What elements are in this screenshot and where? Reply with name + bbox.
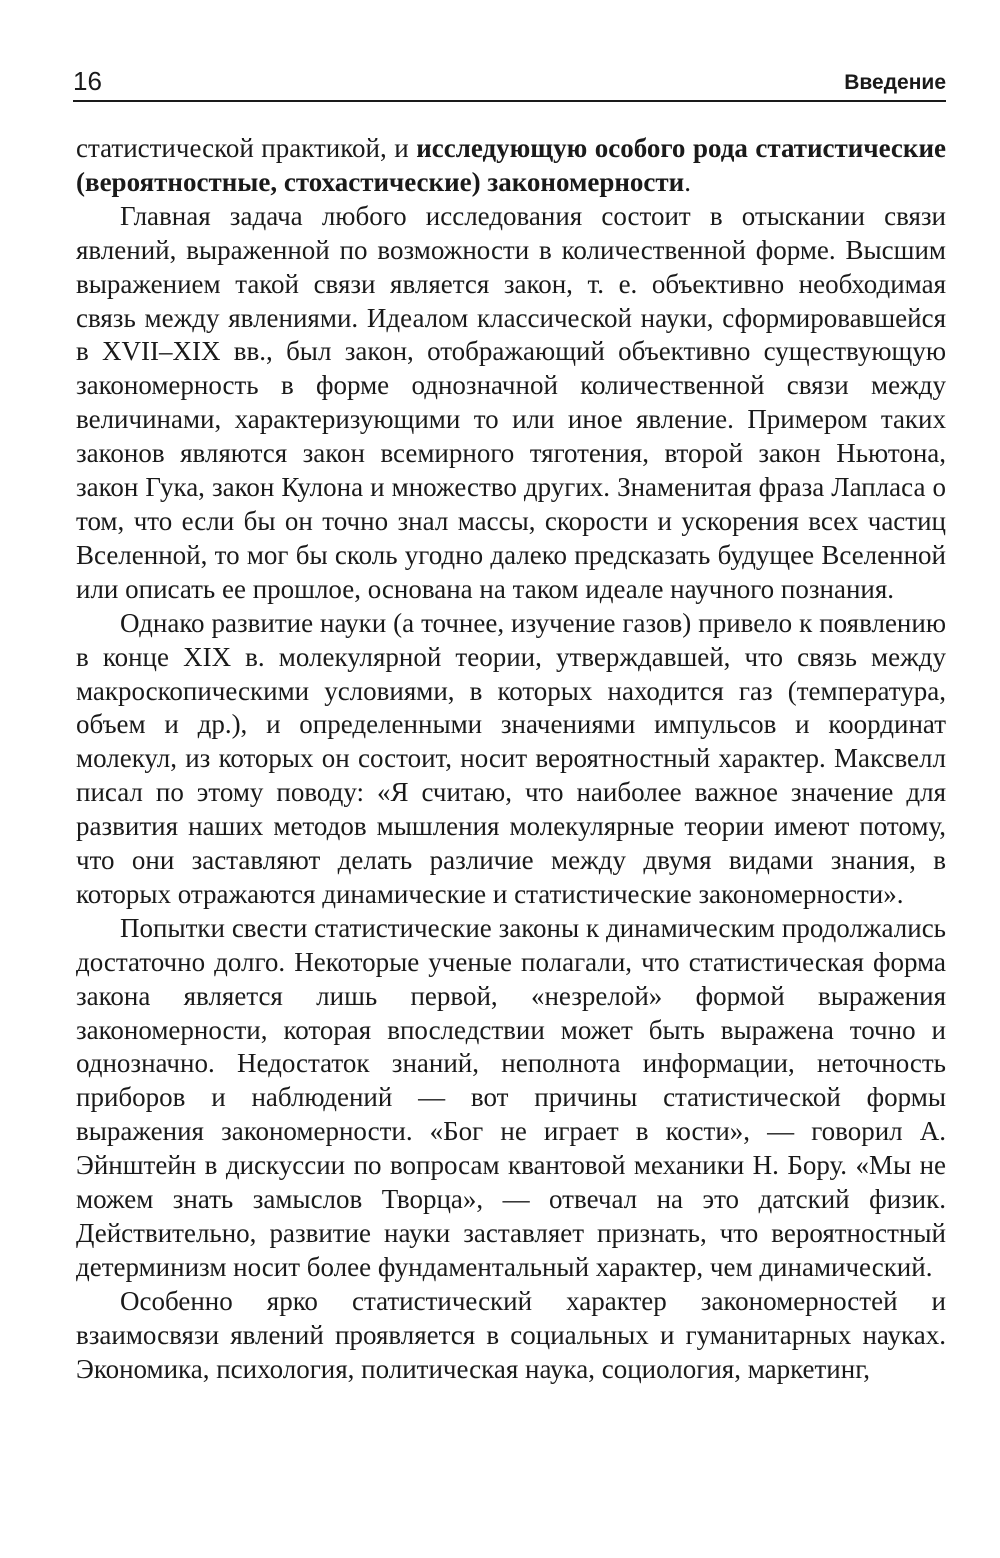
body-text (76, 132, 946, 1387)
paragraph-laws: Главная задача любого исследования состоит в отыскании связи явлений, выраженной по возможности в количественной форме. Высшим выражением такой связи является закон, т. е. объективно необходимая связь между явлениями. Идеалом классической науки, сформировавшейся в XVII–XIX вв., был закон, отображающий объективно существующую закономерность в форме однозначной количественной связи между величинами, характеризующими то или иное явление. Примером таких законов являются закон всемирного тяготения, второй закон Ньютона, закон Гука, закон Кулона и множество других. Знаменитая фраза Лапласа о том, что если бы он точно знал массы, скорости и ускорения всех частиц Вселенной, то мог бы сколь угодно далеко предсказать будущее Вселенной или описать ее прошлое, основана на таком идеале научного познания. (76, 200, 946, 604)
emphasized-phrase: исследующую особого рода статистические (вероятностные, стохастические) закономерности (76, 133, 946, 197)
paragraph-social-sciences: Особенно ярко статистический характер закономерностей и взаимосвязи явлений проявляется в социальных и гуманитарных науках. Экономика, психология, политическая наука, социология, маркетинг, (76, 1285, 946, 1384)
paragraph-molecular-theory: Однако развитие науки (а точнее, изучение газов) привело к появлению в конце XIX в. молекулярной теории, утверждавшей, что связь между макроскопическими условиями, в которых находится газ (температура, объем и др.), и определенными значениями импульсов и координат молекул, из которых он состоит, носит вероятностный характер. Максвелл писал по этому поводу: «Я считаю, что наиболее важное значение для развития наших методов мышления молекулярные теории имеют потому, что они заставляют делать различие между двумя видами знания, в которых отражаются динамические и статистические закономерности». (76, 607, 946, 909)
paragraph-statistical-laws: Попытки свести статистические законы к динамическим продолжались достаточно долго. Некоторые ученые полагали, что статистическая форма закона является лишь первой, «незрелой» формой выражения закономерности, которая впоследствии может быть выражена точно и однозначно. Недостаток знаний, неполнота информации, неточность приборов и наблюдений — вот причины статистической формы выражения закономерности. «Бог не играет в кости», — говорил А. Эйнштейн в дискуссии по вопросам квантовой механики Н. Бору. «Мы не можем знать замыслов Творца», — отвечал на это датский физик. Действительно, развитие науки заставляет признать, что вероятностный детерминизм носит более фундаментальный характер, чем динамический. (76, 912, 946, 1282)
running-head: Введение (844, 71, 946, 94)
paragraph-lead: статистической практикой, и (76, 133, 417, 163)
paragraph-continuation (76, 132, 946, 200)
page-header (73, 62, 946, 102)
paragraph-tail: . (684, 166, 691, 197)
page-number: 16 (73, 66, 102, 96)
